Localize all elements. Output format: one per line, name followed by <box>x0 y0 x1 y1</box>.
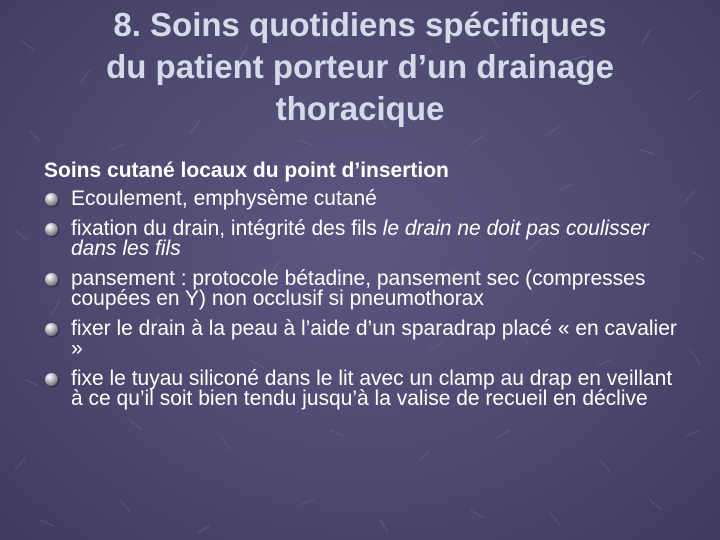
bullet-list <box>44 189 684 409</box>
section-heading: Soins cutané locaux du point d’insertion <box>44 159 449 182</box>
bullet-sphere-icon <box>45 323 58 336</box>
bullet-item <box>44 219 684 259</box>
slide-body <box>44 156 684 419</box>
bullet-text: pansement : protocole bétadine, pansement sec (compresses coupées en Y) non occlusif si pneumothorax <box>71 267 646 310</box>
bullet-text: Ecoulement, emphysème cutané <box>71 187 377 210</box>
bullet-sphere-icon <box>45 273 58 286</box>
bullet-item <box>44 369 684 409</box>
bullet-text: fixe le tuyau siliconé dans le lit avec un clamp au drap en veillant à ce qu’il soit bien tendu jusqu’à la valise de recueil en déclive <box>71 367 673 410</box>
bullet-text: fixation du drain, intégrité des fils <box>71 217 383 240</box>
bullet-sphere-icon <box>45 223 58 236</box>
bullet-sphere-icon <box>45 373 58 386</box>
title-line-3: thoracique <box>275 90 445 127</box>
bullet-text-italic: le drain ne doit pas coulisser dans les fils <box>71 217 649 260</box>
bullet-text: fixer le drain à la peau à l’aide d’un sparadrap placé « en cavalier » <box>71 317 677 360</box>
bullet-item <box>44 319 684 359</box>
bullet-sphere-icon <box>45 193 58 206</box>
bullet-item <box>44 189 684 209</box>
slide-title <box>20 4 700 130</box>
title-line-1: 8. Soins quotidiens spécifiques <box>113 6 607 43</box>
bullet-item <box>44 269 684 309</box>
title-line-2: du patient porteur d’un drainage <box>106 48 614 85</box>
